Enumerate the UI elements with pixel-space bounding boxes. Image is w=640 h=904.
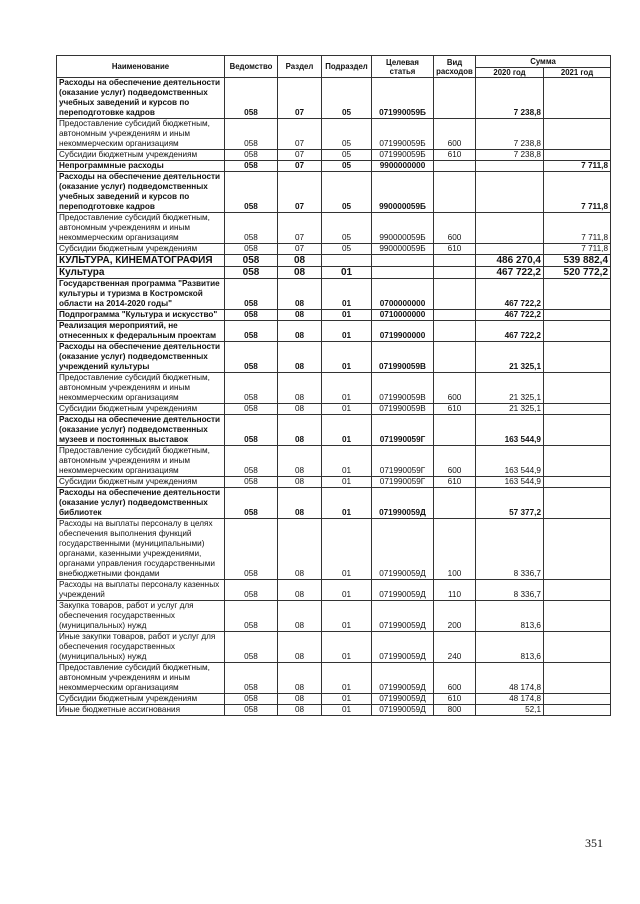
cell-name: Закупка товаров, работ и услуг для обеспечения государственных (муниципальных) нужд bbox=[57, 601, 225, 632]
cell-2021 bbox=[544, 78, 611, 119]
cell-vid: 610 bbox=[434, 404, 476, 415]
table-row bbox=[57, 161, 611, 172]
cell-razdel: 07 bbox=[278, 172, 322, 213]
cell-2020: 163 544,9 bbox=[476, 415, 544, 446]
table-header bbox=[57, 56, 611, 78]
cell-statya: 071990059Д bbox=[372, 663, 434, 694]
cell-2020: 7 238,8 bbox=[476, 150, 544, 161]
cell-podrazdel: 01 bbox=[322, 321, 372, 342]
cell-podrazdel: 01 bbox=[322, 580, 372, 601]
cell-2021 bbox=[544, 310, 611, 321]
cell-razdel: 07 bbox=[278, 213, 322, 244]
cell-2021 bbox=[544, 694, 611, 705]
cell-2020: 486 270,4 bbox=[476, 255, 544, 267]
cell-2020: 48 174,8 bbox=[476, 694, 544, 705]
cell-razdel: 08 bbox=[278, 694, 322, 705]
table-body bbox=[57, 78, 611, 716]
cell-vedomstvo: 058 bbox=[225, 404, 278, 415]
cell-podrazdel: 01 bbox=[322, 705, 372, 716]
cell-name: Расходы на обеспечение деятельности (оказание услуг) подведомственных библиотек bbox=[57, 488, 225, 519]
cell-podrazdel: 05 bbox=[322, 213, 372, 244]
table-row bbox=[57, 150, 611, 161]
cell-2021: 7 711,8 bbox=[544, 172, 611, 213]
cell-statya: 071990059Б bbox=[372, 150, 434, 161]
cell-2020: 163 544,9 bbox=[476, 477, 544, 488]
cell-2021: 7 711,8 bbox=[544, 213, 611, 244]
cell-vid bbox=[434, 78, 476, 119]
cell-name: Предоставление субсидий бюджетным, автономным учреждениям и иным некоммерческим организациям bbox=[57, 446, 225, 477]
table-row bbox=[57, 694, 611, 705]
cell-statya: 0710000000 bbox=[372, 310, 434, 321]
cell-2020: 813,6 bbox=[476, 601, 544, 632]
cell-2021 bbox=[544, 632, 611, 663]
cell-statya: 071990059Г bbox=[372, 477, 434, 488]
cell-name: Непрограммные расходы bbox=[57, 161, 225, 172]
table-row bbox=[57, 705, 611, 716]
cell-2021: 520 772,2 bbox=[544, 267, 611, 279]
cell-vedomstvo: 058 bbox=[225, 446, 278, 477]
cell-name: Предоставление субсидий бюджетным, автономным учреждениям и иным некоммерческим организациям bbox=[57, 663, 225, 694]
cell-razdel: 08 bbox=[278, 404, 322, 415]
table-row bbox=[57, 321, 611, 342]
table-row bbox=[57, 310, 611, 321]
cell-name: Культура bbox=[57, 267, 225, 279]
cell-2020: 7 238,8 bbox=[476, 119, 544, 150]
cell-vid: 800 bbox=[434, 705, 476, 716]
cell-vedomstvo: 058 bbox=[225, 519, 278, 580]
table-row bbox=[57, 488, 611, 519]
table-row bbox=[57, 213, 611, 244]
cell-2020: 57 377,2 bbox=[476, 488, 544, 519]
cell-podrazdel: 01 bbox=[322, 415, 372, 446]
cell-podrazdel: 01 bbox=[322, 601, 372, 632]
cell-statya: 071990059Б bbox=[372, 78, 434, 119]
cell-podrazdel: 01 bbox=[322, 342, 372, 373]
cell-vid: 200 bbox=[434, 601, 476, 632]
cell-2021 bbox=[544, 373, 611, 404]
cell-vedomstvo: 058 bbox=[225, 279, 278, 310]
cell-name: Субсидии бюджетным учреждениям bbox=[57, 404, 225, 415]
col-year1-header: 2020 год bbox=[476, 68, 544, 78]
cell-vid bbox=[434, 267, 476, 279]
col-podrazdel-header: Подраздел bbox=[322, 56, 372, 78]
cell-name: Иные закупки товаров, работ и услуг для обеспечения государственных (муниципальных) нужд bbox=[57, 632, 225, 663]
cell-podrazdel: 05 bbox=[322, 78, 372, 119]
cell-vid: 610 bbox=[434, 477, 476, 488]
table-row bbox=[57, 519, 611, 580]
cell-statya: 071990059Д bbox=[372, 601, 434, 632]
cell-statya: 071990059Д bbox=[372, 632, 434, 663]
table-row bbox=[57, 477, 611, 488]
cell-razdel: 08 bbox=[278, 601, 322, 632]
cell-2021 bbox=[544, 477, 611, 488]
cell-name: Расходы на обеспечение деятельности (оказание услуг) подведомственных учебных заведений и курсов по переподготовке кадров bbox=[57, 172, 225, 213]
cell-vid bbox=[434, 255, 476, 267]
cell-name: Реализация мероприятий, не отнесенных к федеральным проектам bbox=[57, 321, 225, 342]
cell-2020: 8 336,7 bbox=[476, 580, 544, 601]
cell-razdel: 08 bbox=[278, 477, 322, 488]
cell-vedomstvo: 058 bbox=[225, 172, 278, 213]
cell-2021 bbox=[544, 519, 611, 580]
cell-statya: 990000059Б bbox=[372, 213, 434, 244]
cell-vid bbox=[434, 342, 476, 373]
cell-statya: 071990059В bbox=[372, 373, 434, 404]
table-row bbox=[57, 580, 611, 601]
col-vid-header: Вид расходов bbox=[434, 56, 476, 78]
cell-statya: 071990059Д bbox=[372, 705, 434, 716]
cell-vid: 110 bbox=[434, 580, 476, 601]
table-row bbox=[57, 244, 611, 255]
cell-vedomstvo: 058 bbox=[225, 663, 278, 694]
cell-name: Подпрограмма "Культура и искусство" bbox=[57, 310, 225, 321]
cell-vedomstvo: 058 bbox=[225, 78, 278, 119]
cell-2021: 539 882,4 bbox=[544, 255, 611, 267]
cell-2021: 7 711,8 bbox=[544, 161, 611, 172]
cell-vedomstvo: 058 bbox=[225, 321, 278, 342]
cell-vedomstvo: 058 bbox=[225, 310, 278, 321]
cell-podrazdel: 01 bbox=[322, 694, 372, 705]
cell-razdel: 08 bbox=[278, 580, 322, 601]
cell-vid: 600 bbox=[434, 663, 476, 694]
cell-2020 bbox=[476, 244, 544, 255]
table-row bbox=[57, 632, 611, 663]
page-number: 351 bbox=[585, 836, 603, 850]
cell-vedomstvo: 058 bbox=[225, 580, 278, 601]
cell-statya: 0700000000 bbox=[372, 279, 434, 310]
cell-2021 bbox=[544, 580, 611, 601]
cell-name: Расходы на выплаты персоналу в целях обеспечения выполнения функций государственными (муниципальными) органами, казенными учреждениями, органами управления государственными внебюджетными фондами bbox=[57, 519, 225, 580]
cell-podrazdel: 05 bbox=[322, 150, 372, 161]
cell-razdel: 08 bbox=[278, 415, 322, 446]
cell-vid: 100 bbox=[434, 519, 476, 580]
table-row bbox=[57, 172, 611, 213]
cell-razdel: 08 bbox=[278, 488, 322, 519]
cell-2020: 467 722,2 bbox=[476, 267, 544, 279]
cell-statya: 990000059Б bbox=[372, 244, 434, 255]
cell-vid bbox=[434, 310, 476, 321]
cell-vid: 610 bbox=[434, 150, 476, 161]
table-row bbox=[57, 404, 611, 415]
col-summa-header: Сумма bbox=[476, 56, 611, 68]
cell-statya: 071990059В bbox=[372, 404, 434, 415]
cell-vedomstvo: 058 bbox=[225, 415, 278, 446]
table-row bbox=[57, 601, 611, 632]
cell-vedomstvo: 058 bbox=[225, 267, 278, 279]
cell-statya bbox=[372, 267, 434, 279]
cell-vid bbox=[434, 488, 476, 519]
cell-podrazdel: 05 bbox=[322, 172, 372, 213]
cell-name: Расходы на обеспечение деятельности (оказание услуг) подведомственных учебных заведений и курсов по переподготовке кадров bbox=[57, 78, 225, 119]
table-row bbox=[57, 119, 611, 150]
cell-2020 bbox=[476, 213, 544, 244]
cell-2020: 21 325,1 bbox=[476, 404, 544, 415]
cell-razdel: 08 bbox=[278, 267, 322, 279]
cell-vid: 600 bbox=[434, 213, 476, 244]
cell-vid: 600 bbox=[434, 446, 476, 477]
cell-2021 bbox=[544, 342, 611, 373]
cell-vedomstvo: 058 bbox=[225, 373, 278, 404]
cell-razdel: 08 bbox=[278, 279, 322, 310]
cell-vid bbox=[434, 415, 476, 446]
cell-vid: 610 bbox=[434, 244, 476, 255]
cell-2020: 467 722,2 bbox=[476, 321, 544, 342]
cell-razdel: 08 bbox=[278, 373, 322, 404]
cell-2021 bbox=[544, 663, 611, 694]
cell-podrazdel: 01 bbox=[322, 488, 372, 519]
col-razdel-header: Раздел bbox=[278, 56, 322, 78]
cell-2021: 7 711,8 bbox=[544, 244, 611, 255]
cell-statya: 990000059Б bbox=[372, 172, 434, 213]
cell-podrazdel: 01 bbox=[322, 279, 372, 310]
cell-vedomstvo: 058 bbox=[225, 705, 278, 716]
cell-name: Государственная программа "Развитие культуры и туризма в Костромской области на 2014-2020 годы" bbox=[57, 279, 225, 310]
cell-razdel: 08 bbox=[278, 310, 322, 321]
cell-vedomstvo: 058 bbox=[225, 213, 278, 244]
cell-vedomstvo: 058 bbox=[225, 632, 278, 663]
cell-vid: 600 bbox=[434, 373, 476, 404]
cell-2021 bbox=[544, 705, 611, 716]
cell-2021 bbox=[544, 150, 611, 161]
table-row bbox=[57, 415, 611, 446]
cell-name: Предоставление субсидий бюджетным, автономным учреждениям и иным некоммерческим организациям bbox=[57, 373, 225, 404]
cell-podrazdel: 01 bbox=[322, 519, 372, 580]
cell-razdel: 08 bbox=[278, 663, 322, 694]
cell-name: Субсидии бюджетным учреждениям bbox=[57, 244, 225, 255]
table-row bbox=[57, 342, 611, 373]
cell-podrazdel: 01 bbox=[322, 632, 372, 663]
table-row bbox=[57, 373, 611, 404]
cell-statya: 071990059Г bbox=[372, 446, 434, 477]
cell-vid bbox=[434, 172, 476, 213]
cell-2020: 21 325,1 bbox=[476, 342, 544, 373]
cell-vid bbox=[434, 321, 476, 342]
cell-2021 bbox=[544, 488, 611, 519]
col-year2-header: 2021 год bbox=[544, 68, 611, 78]
cell-statya: 071990059Б bbox=[372, 119, 434, 150]
cell-vid: 600 bbox=[434, 119, 476, 150]
cell-podrazdel: 01 bbox=[322, 663, 372, 694]
cell-podrazdel: 01 bbox=[322, 373, 372, 404]
cell-name: Расходы на обеспечение деятельности (оказание услуг) подведомственных учреждений культуры bbox=[57, 342, 225, 373]
cell-statya: 9900000000 bbox=[372, 161, 434, 172]
cell-razdel: 08 bbox=[278, 632, 322, 663]
cell-razdel: 07 bbox=[278, 161, 322, 172]
cell-vid: 610 bbox=[434, 694, 476, 705]
cell-name: Расходы на обеспечение деятельности (оказание услуг) подведомственных музеев и постоянных выставок bbox=[57, 415, 225, 446]
cell-2021 bbox=[544, 119, 611, 150]
table-row bbox=[57, 255, 611, 267]
cell-2021 bbox=[544, 279, 611, 310]
cell-razdel: 08 bbox=[278, 342, 322, 373]
cell-name: Предоставление субсидий бюджетным, автономным учреждениям и иным некоммерческим организациям bbox=[57, 119, 225, 150]
cell-statya: 071990059Д bbox=[372, 580, 434, 601]
cell-razdel: 07 bbox=[278, 150, 322, 161]
cell-statya: 071990059Г bbox=[372, 415, 434, 446]
cell-podrazdel: 05 bbox=[322, 161, 372, 172]
cell-2020 bbox=[476, 161, 544, 172]
cell-podrazdel bbox=[322, 255, 372, 267]
cell-podrazdel: 01 bbox=[322, 310, 372, 321]
cell-razdel: 08 bbox=[278, 705, 322, 716]
cell-podrazdel: 01 bbox=[322, 267, 372, 279]
cell-2021 bbox=[544, 321, 611, 342]
cell-razdel: 08 bbox=[278, 255, 322, 267]
cell-2020: 163 544,9 bbox=[476, 446, 544, 477]
cell-name: Предоставление субсидий бюджетным, автономным учреждениям и иным некоммерческим организациям bbox=[57, 213, 225, 244]
table-row bbox=[57, 78, 611, 119]
document-page bbox=[56, 55, 610, 716]
cell-2020: 467 722,2 bbox=[476, 279, 544, 310]
table-row bbox=[57, 279, 611, 310]
cell-statya: 071990059В bbox=[372, 342, 434, 373]
cell-2021 bbox=[544, 415, 611, 446]
cell-vedomstvo: 058 bbox=[225, 119, 278, 150]
cell-2020: 7 238,8 bbox=[476, 78, 544, 119]
cell-vedomstvo: 058 bbox=[225, 244, 278, 255]
cell-vid bbox=[434, 161, 476, 172]
cell-vedomstvo: 058 bbox=[225, 694, 278, 705]
col-name-header: Наименование bbox=[57, 56, 225, 78]
cell-podrazdel: 05 bbox=[322, 119, 372, 150]
cell-vedomstvo: 058 bbox=[225, 601, 278, 632]
cell-podrazdel: 01 bbox=[322, 477, 372, 488]
cell-statya: 0719900000 bbox=[372, 321, 434, 342]
cell-2020: 813,6 bbox=[476, 632, 544, 663]
cell-vid: 240 bbox=[434, 632, 476, 663]
cell-vedomstvo: 058 bbox=[225, 477, 278, 488]
table-row bbox=[57, 446, 611, 477]
cell-2020: 8 336,7 bbox=[476, 519, 544, 580]
cell-2021 bbox=[544, 404, 611, 415]
cell-razdel: 08 bbox=[278, 446, 322, 477]
cell-name: Субсидии бюджетным учреждениям bbox=[57, 477, 225, 488]
cell-razdel: 07 bbox=[278, 119, 322, 150]
cell-2020: 21 325,1 bbox=[476, 373, 544, 404]
cell-podrazdel: 01 bbox=[322, 446, 372, 477]
cell-statya bbox=[372, 255, 434, 267]
cell-name: КУЛЬТУРА, КИНЕМАТОГРАФИЯ bbox=[57, 255, 225, 267]
cell-vedomstvo: 058 bbox=[225, 342, 278, 373]
cell-name: Субсидии бюджетным учреждениям bbox=[57, 694, 225, 705]
cell-vedomstvo: 058 bbox=[225, 255, 278, 267]
cell-podrazdel: 01 bbox=[322, 404, 372, 415]
table-row bbox=[57, 267, 611, 279]
cell-name: Расходы на выплаты персоналу казенных учреждений bbox=[57, 580, 225, 601]
cell-2021 bbox=[544, 446, 611, 477]
cell-name: Иные бюджетные ассигнования bbox=[57, 705, 225, 716]
budget-table bbox=[56, 55, 611, 716]
cell-2020: 48 174,8 bbox=[476, 663, 544, 694]
cell-razdel: 08 bbox=[278, 321, 322, 342]
cell-2020: 467 722,2 bbox=[476, 310, 544, 321]
cell-statya: 071990059Д bbox=[372, 519, 434, 580]
cell-podrazdel: 05 bbox=[322, 244, 372, 255]
col-vedomstvo-header: Ведомство bbox=[225, 56, 278, 78]
cell-name: Субсидии бюджетным учреждениям bbox=[57, 150, 225, 161]
cell-2020: 52,1 bbox=[476, 705, 544, 716]
cell-vedomstvo: 058 bbox=[225, 488, 278, 519]
cell-vedomstvo: 058 bbox=[225, 150, 278, 161]
cell-statya: 071990059Д bbox=[372, 488, 434, 519]
cell-vid bbox=[434, 279, 476, 310]
cell-2020 bbox=[476, 172, 544, 213]
col-statya-header: Целевая статья bbox=[372, 56, 434, 78]
cell-razdel: 07 bbox=[278, 244, 322, 255]
cell-vedomstvo: 058 bbox=[225, 161, 278, 172]
cell-razdel: 08 bbox=[278, 519, 322, 580]
cell-statya: 071990059Д bbox=[372, 694, 434, 705]
table-row bbox=[57, 663, 611, 694]
cell-2021 bbox=[544, 601, 611, 632]
cell-razdel: 07 bbox=[278, 78, 322, 119]
